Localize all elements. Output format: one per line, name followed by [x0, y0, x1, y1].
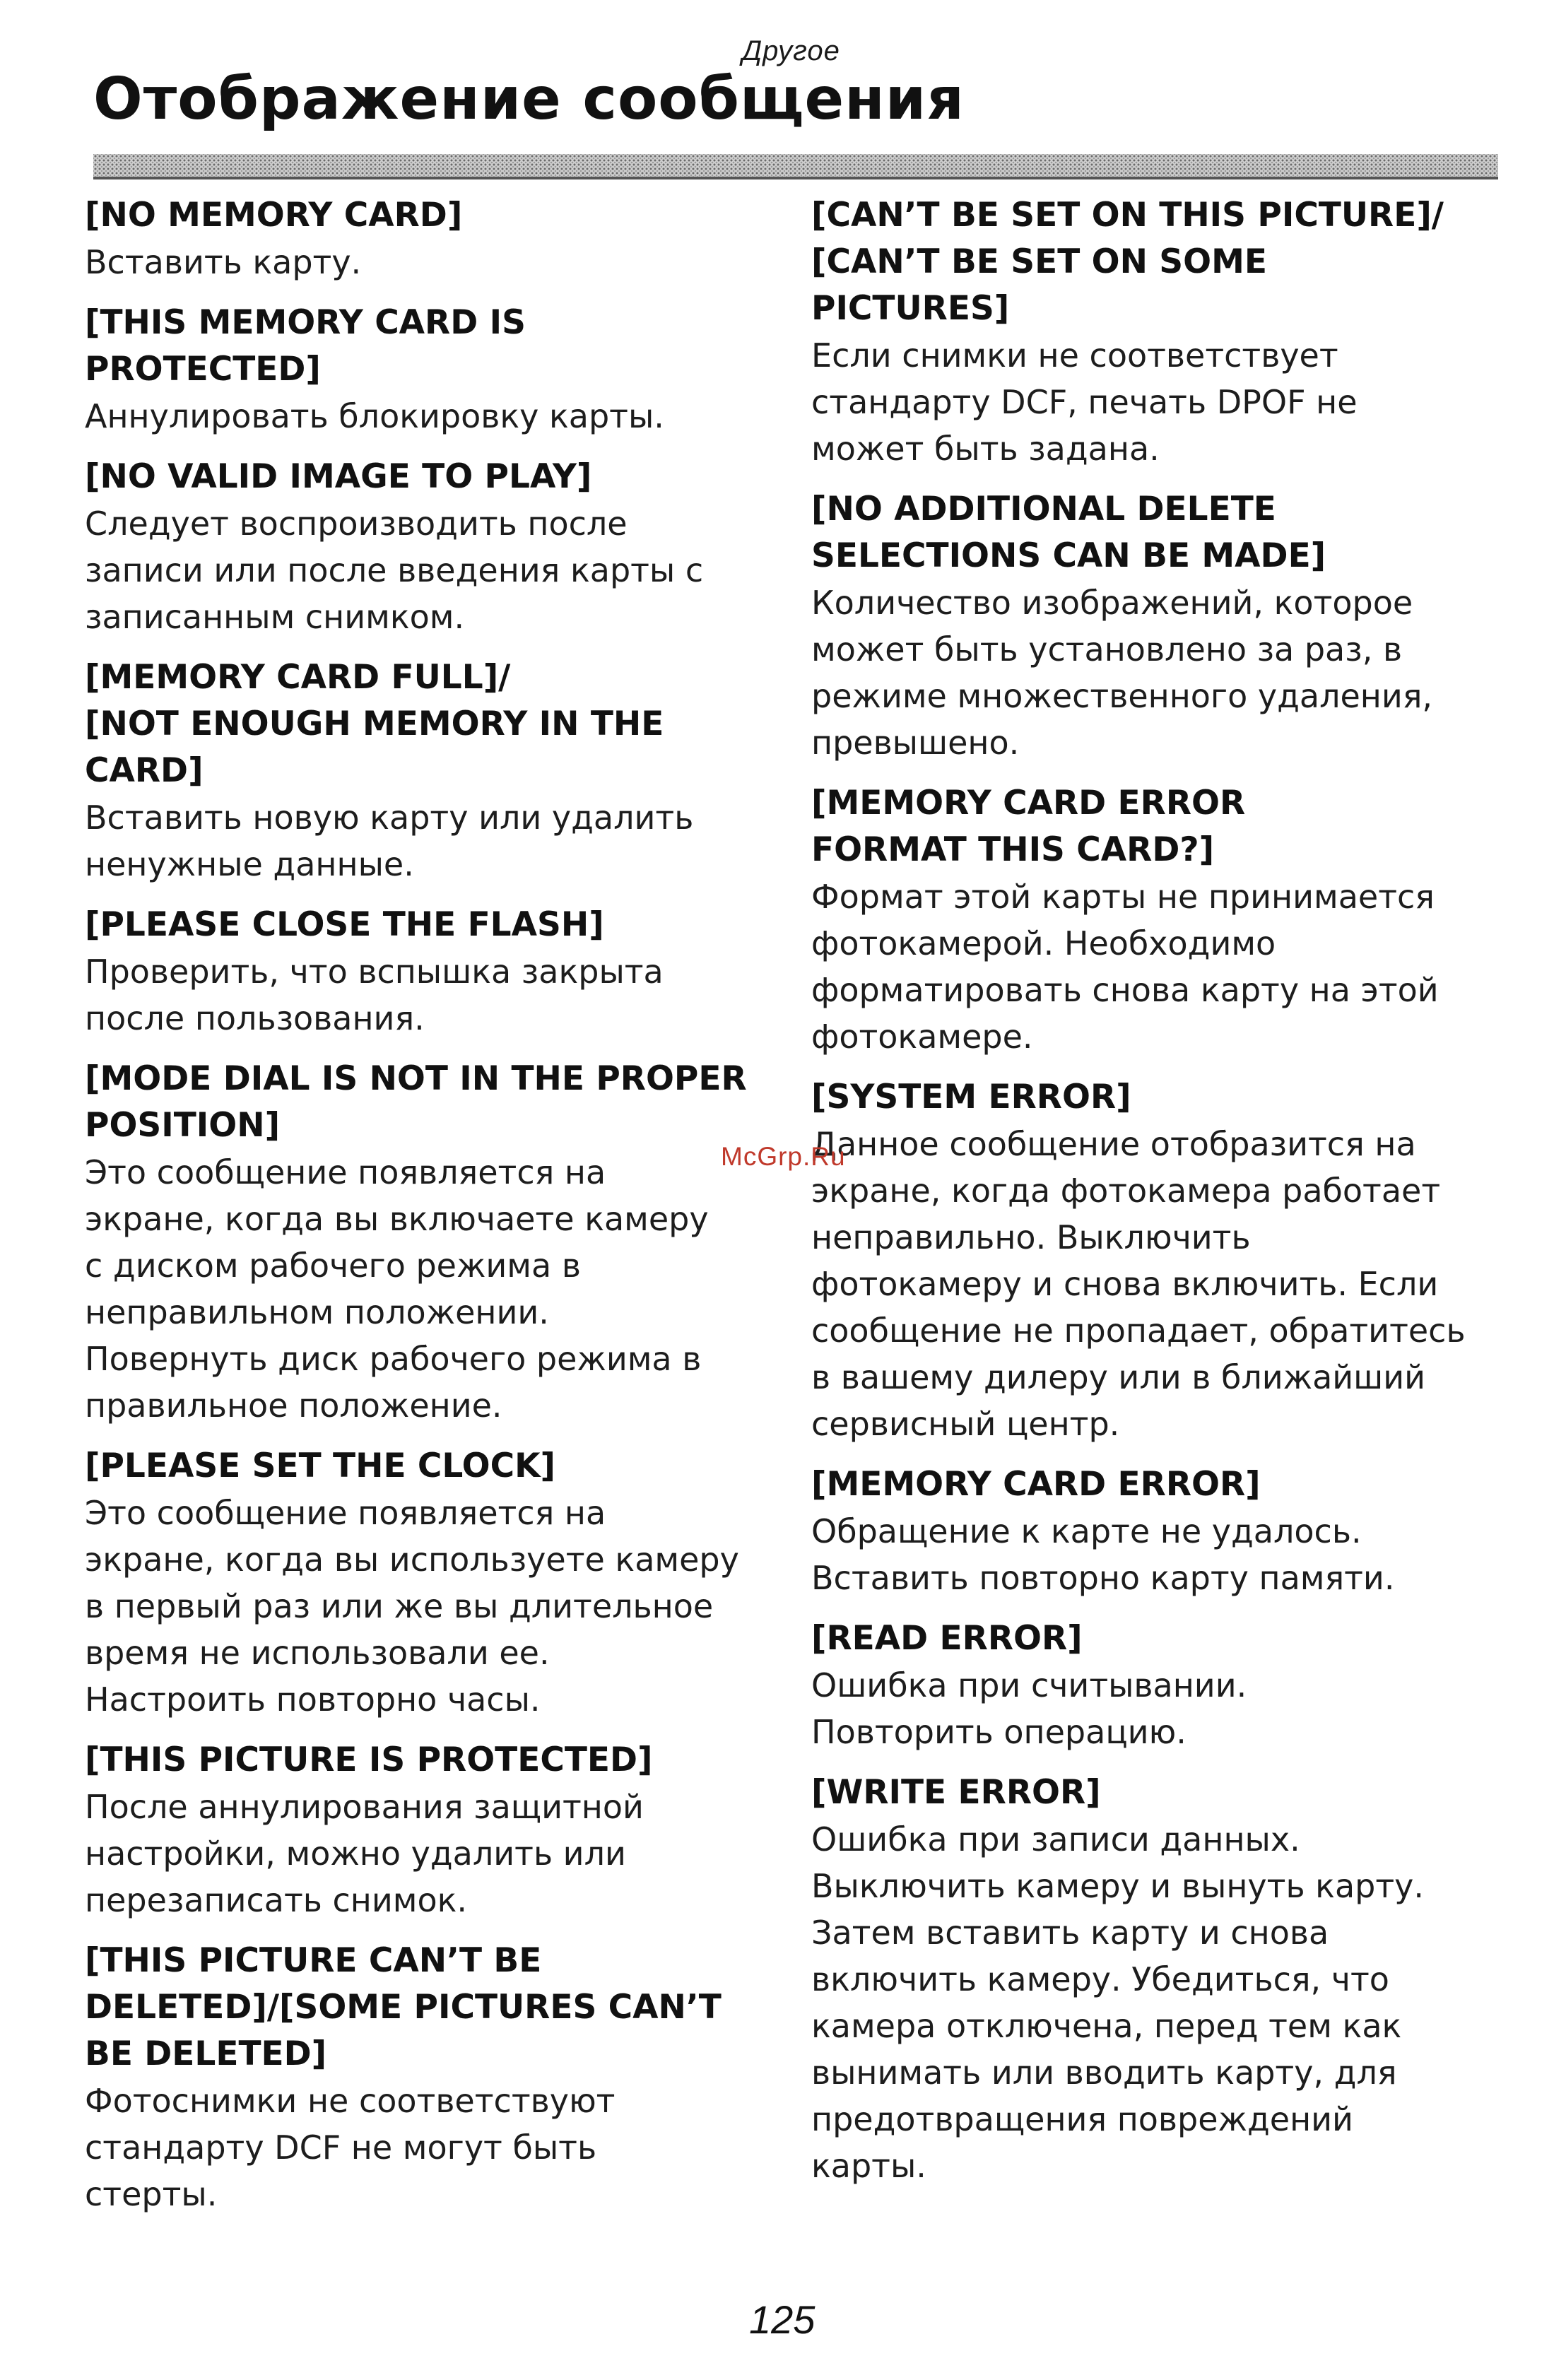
message-entry — [85, 1443, 763, 1723]
message-description: Фотоснимки не соответствуют стандарту DCF не могут быть стерты. — [85, 2082, 616, 2213]
page-number: 125 — [749, 2297, 816, 2342]
message-heading: [NO ADDITIONAL DELETE SELECTIONS CAN BE MADE] — [811, 490, 1326, 575]
message-description: Данное сообщение отобразится на экране, когда фотокамера работает неправильно. Выключить фотокамеру и снова включить. Если сообщение не пропадает, обратитесь в вашему дилеру или в ближайший сервисный центр. — [811, 1125, 1466, 1443]
message-heading: [SYSTEM ERROR] — [811, 1078, 1131, 1117]
message-entry — [811, 1461, 1490, 1601]
message-heading: [MEMORY CARD FULL]/ [NOT ENOUGH MEMORY IN THE CARD] — [85, 658, 664, 790]
left-column — [85, 192, 763, 2232]
message-heading: [PLEASE CLOSE THE FLASH] — [85, 905, 604, 944]
message-entry — [811, 1074, 1490, 1447]
message-entry — [85, 902, 763, 1042]
message-description: Аннулировать блокировку карты. — [85, 397, 664, 435]
right-column — [811, 192, 1490, 2203]
message-entry — [85, 300, 763, 440]
message-description: Обращение к карте не удалось. Вставить повторно карту памяти. — [811, 1512, 1395, 1597]
message-entry — [85, 1056, 763, 1429]
message-heading: [THIS PICTURE IS PROTECTED] — [85, 1740, 653, 1779]
page-title: Отображение сообщения — [93, 66, 965, 133]
message-description: После аннулирования защитной настройки, можно удалить или перезаписать снимок. — [85, 1788, 644, 1919]
message-entry — [811, 486, 1490, 766]
message-entry — [85, 654, 763, 888]
message-heading: [CAN’T BE SET ON THIS PICTURE]/ [CAN’T BE SET ON SOME PICTURES] — [811, 196, 1444, 328]
message-description: Вставить новую карту или удалить ненужные данные. — [85, 799, 694, 883]
message-entry — [85, 454, 763, 640]
title-rule — [93, 154, 1498, 179]
message-description: Проверить, что вспышка закрыта после пользования. — [85, 953, 664, 1037]
message-heading: [PLEASE SET THE CLOCK] — [85, 1447, 556, 1485]
message-description: Формат этой карты не принимается фотокамерой. Необходимо форматировать снова карту на этой фотокамере. — [811, 878, 1439, 1056]
message-entry — [811, 780, 1490, 1060]
message-heading: [NO MEMORY CARD] — [85, 196, 463, 235]
message-description: Это сообщение появляется на экране, когда вы используете камеру в первый раз или же вы длительное время не использовали ее. Настроить повторно часы. — [85, 1494, 739, 1719]
message-description: Следует воспроизводить после записи или после введения карты с записанным снимком. — [85, 505, 704, 636]
message-heading: [WRITE ERROR] — [811, 1773, 1101, 1812]
message-heading: [THIS MEMORY CARD IS PROTECTED] — [85, 303, 526, 389]
message-description: Если снимки не соответствует стандарту DCF, печать DPOF не может быть задана. — [811, 336, 1358, 468]
message-heading: [NO VALID IMAGE TO PLAY] — [85, 457, 592, 496]
message-heading: [MEMORY CARD ERROR FORMAT THIS CARD?] — [811, 784, 1246, 869]
message-heading: [READ ERROR] — [811, 1619, 1083, 1658]
message-heading: [MODE DIAL IS NOT IN THE PROPER POSITION] — [85, 1059, 747, 1145]
watermark: McGrp.Ru — [721, 1142, 846, 1171]
message-entry — [85, 192, 763, 285]
message-entry — [85, 1737, 763, 1924]
message-entry — [85, 1938, 763, 2217]
message-description: Это сообщение появляется на экране, когда вы включаете камеру с диском рабочего режима в неправильном положении. Повернуть диск рабочего режима в правильное положение. — [85, 1153, 709, 1425]
section-label: Другое — [742, 35, 840, 66]
message-heading: [THIS PICTURE CAN’T BE DELETED]/[SOME PICTURES CAN’T BE DELETED] — [85, 1941, 722, 2073]
message-entry — [811, 1615, 1490, 1755]
message-heading: [MEMORY CARD ERROR] — [811, 1465, 1261, 1504]
message-description: Вставить карту. — [85, 243, 362, 281]
message-description: Ошибка при считывании. Повторить операцию. — [811, 1666, 1247, 1751]
message-description: Ошибка при записи данных. Выключить камеру и вынуть карту. Затем вставить карту и снова включить камеру. Убедиться, что камера отключена, перед тем как вынимать или вводить карту, для предотвращения повреждений карты. — [811, 1820, 1424, 2185]
message-entry — [811, 192, 1490, 472]
message-description: Количество изображений, которое может быть установлено за раз, в режиме множественного удаления, превышено. — [811, 584, 1433, 762]
message-entry — [811, 1769, 1490, 2189]
